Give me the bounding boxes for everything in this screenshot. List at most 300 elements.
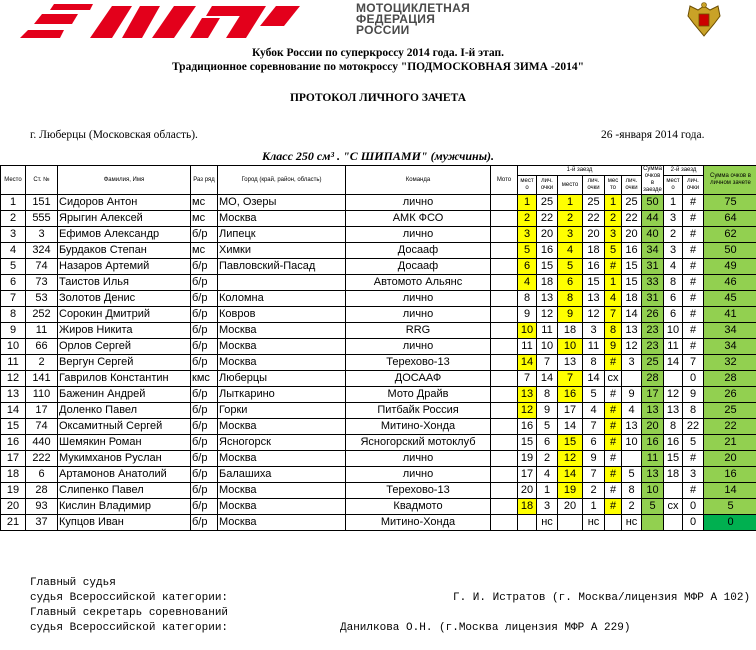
cell-city: Химки [218, 243, 346, 259]
footer-chief-judge: Главный судья [30, 577, 116, 589]
cell-r1-points-1: 1 [537, 483, 558, 499]
cell-r1-points-1: 3 [537, 499, 558, 515]
cell-r2-points: # [683, 483, 704, 499]
cell-city: Москва [218, 211, 346, 227]
cell-r1-points-3: 16 [622, 243, 642, 259]
table-row [1, 227, 756, 243]
cell-place: 8 [1, 307, 26, 323]
cell-sum: 45 [704, 291, 756, 307]
cell-r2-place: 10 [664, 323, 683, 339]
cell-number: 28 [26, 483, 58, 499]
header-race2: 2-й заезд [664, 166, 704, 176]
header-moto: Мото [491, 166, 518, 195]
cell-place: 13 [1, 387, 26, 403]
cell-r1-place-3: # [605, 451, 622, 467]
header-race1: 1-й заезд [518, 166, 642, 176]
cell-r1-points-1: 8 [537, 387, 558, 403]
cell-r2-points: # [683, 227, 704, 243]
header-r1c1: мест о [518, 176, 537, 195]
cell-number: 3 [26, 227, 58, 243]
cell-place: 19 [1, 483, 26, 499]
cell-name: Оксамитный Сергей [58, 419, 191, 435]
cell-team: лично [346, 339, 491, 355]
cell-r1-place-1: 3 [518, 227, 537, 243]
cell-r1-place-1: 15 [518, 435, 537, 451]
cell-team: RRG [346, 323, 491, 339]
cell-place: 20 [1, 499, 26, 515]
header-r1c6: лич. очки [622, 176, 642, 195]
cell-r1-place-1: 20 [518, 483, 537, 499]
header-total1: Сумма очков в заезде [643, 166, 662, 193]
cell-r1-points-3: 5 [622, 467, 642, 483]
cell-r2-points: 0 [683, 371, 704, 387]
cell-r1-points-1: 10 [537, 339, 558, 355]
cell-total-race: 17 [642, 387, 664, 403]
cell-r2-place: 12 [664, 387, 683, 403]
cell-r2-place: 8 [664, 419, 683, 435]
cell-city [218, 275, 346, 291]
cell-r1-place-3: 1 [605, 195, 622, 211]
cell-r1-place-3: 2 [605, 211, 622, 227]
cell-r1-points-1: 15 [537, 259, 558, 275]
cell-r2-points: 9 [683, 387, 704, 403]
cell-r1-place-3: 4 [605, 291, 622, 307]
cell-team: лично [346, 307, 491, 323]
header-r1c3: место [558, 176, 583, 195]
cell-city: Балашиха [218, 467, 346, 483]
cell-r1-points-1: 25 [537, 195, 558, 211]
cell-r1-points-2: 12 [583, 307, 605, 323]
header-r2c2: лич. очки [683, 176, 704, 195]
cell-rank: б/р [191, 403, 218, 419]
cell-r1-place-1: 6 [518, 259, 537, 275]
cell-rank: б/р [191, 339, 218, 355]
cell-rank: б/р [191, 483, 218, 499]
table-row [1, 275, 756, 291]
cell-moto [491, 419, 518, 435]
cell-number: 555 [26, 211, 58, 227]
cell-name: Кислин Владимир [58, 499, 191, 515]
cell-total-race: 31 [642, 291, 664, 307]
footer-category-1: судья Всероссийской категории: [30, 592, 229, 604]
cell-total-race: 20 [642, 419, 664, 435]
cell-sum: 20 [704, 451, 756, 467]
cell-moto [491, 339, 518, 355]
cell-r2-place: 11 [664, 339, 683, 355]
cell-team: ДОСААФ [346, 371, 491, 387]
cell-r2-points: # [683, 211, 704, 227]
header-r1c5: мес то [605, 176, 622, 195]
cell-r1-points-3 [622, 451, 642, 467]
cell-r2-points: # [683, 307, 704, 323]
cell-r1-place-3: 3 [605, 227, 622, 243]
cell-r1-points-1: 14 [537, 371, 558, 387]
cell-moto [491, 275, 518, 291]
cell-r1-place-2: 1 [558, 195, 583, 211]
cell-rank: б/р [191, 435, 218, 451]
cell-r2-place: 2 [664, 227, 683, 243]
cell-r2-points: 0 [683, 515, 704, 531]
cell-r1-place-1 [518, 515, 537, 531]
cell-rank: мс [191, 195, 218, 211]
cell-name: Шемякин Роман [58, 435, 191, 451]
header-r2c1: мест о [664, 176, 683, 195]
cell-total-race: 16 [642, 435, 664, 451]
cell-total-race: 26 [642, 307, 664, 323]
cell-rank: б/р [191, 499, 218, 515]
cell-r2-points: 22 [683, 419, 704, 435]
cell-r1-place-3: 7 [605, 307, 622, 323]
cell-number: 53 [26, 291, 58, 307]
cell-r2-place: 3 [664, 243, 683, 259]
mfr-logo-icon [20, 4, 310, 38]
cell-r1-place-1: 4 [518, 275, 537, 291]
cell-number: 440 [26, 435, 58, 451]
cell-r2-place: 6 [664, 291, 683, 307]
cell-r1-points-2: 11 [583, 339, 605, 355]
cell-r1-points-3: 15 [622, 275, 642, 291]
cell-r1-place-2: 10 [558, 339, 583, 355]
header-number: Ст. № [26, 166, 58, 195]
cell-place: 1 [1, 195, 26, 211]
cell-r1-points-3: 15 [622, 259, 642, 275]
cell-r1-place-1: 7 [518, 371, 537, 387]
cell-r1-points-3: нс [622, 515, 642, 531]
cell-name: Баженин Андрей [58, 387, 191, 403]
cell-r1-place-2: 2 [558, 211, 583, 227]
table-body [1, 195, 756, 531]
cell-r1-place-3: # [605, 419, 622, 435]
cell-place: 18 [1, 467, 26, 483]
cell-team: лично [346, 227, 491, 243]
cell-number: 66 [26, 339, 58, 355]
table-row [1, 435, 756, 451]
cell-place: 12 [1, 371, 26, 387]
cell-moto [491, 227, 518, 243]
cell-rank: б/р [191, 275, 218, 291]
cell-r2-points: # [683, 259, 704, 275]
cell-city: Москва [218, 515, 346, 531]
cell-r2-points: # [683, 323, 704, 339]
cell-place: 10 [1, 339, 26, 355]
cell-rank: мс [191, 211, 218, 227]
cell-sum: 26 [704, 387, 756, 403]
cell-r1-place-2: 7 [558, 371, 583, 387]
cell-moto [491, 483, 518, 499]
table-row [1, 483, 756, 499]
cell-r1-place-3: # [605, 259, 622, 275]
table-row [1, 499, 756, 515]
cell-r1-place-1: 8 [518, 291, 537, 307]
cell-r1-place-2: 5 [558, 259, 583, 275]
cell-number: 324 [26, 243, 58, 259]
table-row [1, 515, 756, 531]
cell-r1-points-1: 20 [537, 227, 558, 243]
federation-name [356, 3, 470, 36]
cell-r1-place-2: 16 [558, 387, 583, 403]
cell-team: АМК ФСО [346, 211, 491, 227]
cell-total-race: 31 [642, 259, 664, 275]
cell-name: Жиров Никита [58, 323, 191, 339]
cell-r1-place-2: 3 [558, 227, 583, 243]
cell-number: 93 [26, 499, 58, 515]
cell-sum: 34 [704, 339, 756, 355]
cell-number: 6 [26, 467, 58, 483]
cell-team: Мото Драйв [346, 387, 491, 403]
cell-r1-place-2: 18 [558, 323, 583, 339]
header-team: Команда [346, 166, 491, 195]
cell-city: Павловский-Пасад [218, 259, 346, 275]
cell-r1-points-3: 20 [622, 227, 642, 243]
cell-r1-points-2: 25 [583, 195, 605, 211]
cell-r1-place-1: 13 [518, 387, 537, 403]
table-row [1, 419, 756, 435]
table-row [1, 291, 756, 307]
cell-r2-place: 15 [664, 451, 683, 467]
cell-r1-place-3: # [605, 387, 622, 403]
cell-r1-points-3: 8 [622, 483, 642, 499]
cell-place: 21 [1, 515, 26, 531]
table-row [1, 323, 756, 339]
cell-rank: б/р [191, 355, 218, 371]
table-row [1, 339, 756, 355]
cell-team: лично [346, 467, 491, 483]
cell-r1-place-3: сх [605, 371, 622, 387]
cell-r2-place: 8 [664, 275, 683, 291]
cell-r1-place-3: # [605, 483, 622, 499]
cell-total-race: 50 [642, 195, 664, 211]
cell-r1-points-2: 5 [583, 387, 605, 403]
cell-total-race: 13 [642, 403, 664, 419]
cell-r2-place: 1 [664, 195, 683, 211]
cell-r1-place-3: 8 [605, 323, 622, 339]
cell-total-race: 34 [642, 243, 664, 259]
cell-r1-points-2: 3 [583, 323, 605, 339]
cell-number: 222 [26, 451, 58, 467]
cell-moto [491, 307, 518, 323]
cell-moto [491, 515, 518, 531]
cell-r1-points-2: 14 [583, 371, 605, 387]
cell-r2-points: # [683, 195, 704, 211]
cell-r1-points-2: 8 [583, 355, 605, 371]
cell-team: Автомото Альянс [346, 275, 491, 291]
cell-sum: 64 [704, 211, 756, 227]
cell-rank: б/р [191, 419, 218, 435]
cell-name: Таистов Илья [58, 275, 191, 291]
cell-team: Митино-Хонда [346, 419, 491, 435]
cell-number: 74 [26, 419, 58, 435]
cell-r1-points-2: нс [583, 515, 605, 531]
federation-line-1: МОТОЦИКЛЕТНАЯ [356, 1, 471, 15]
cell-r2-place: 14 [664, 355, 683, 371]
cell-r1-place-1: 2 [518, 211, 537, 227]
cell-rank: б/р [191, 307, 218, 323]
header [0, 0, 756, 42]
cell-city: Горки [218, 403, 346, 419]
cell-moto [491, 243, 518, 259]
cell-total-race: 23 [642, 339, 664, 355]
cell-place: 9 [1, 323, 26, 339]
cell-r1-place-2: 13 [558, 355, 583, 371]
cell-rank: б/р [191, 323, 218, 339]
header-r1c4: лич. очки [583, 176, 605, 195]
cell-total-race: 23 [642, 323, 664, 339]
cell-team: Митино-Хонда [346, 515, 491, 531]
cell-r2-place: 13 [664, 403, 683, 419]
cell-r1-points-2: 9 [583, 451, 605, 467]
cell-name: Золотов Денис [58, 291, 191, 307]
cell-total-race: 33 [642, 275, 664, 291]
cell-sum: 14 [704, 483, 756, 499]
cell-team: Досааф [346, 259, 491, 275]
cell-team: лично [346, 451, 491, 467]
cell-r1-place-1: 14 [518, 355, 537, 371]
cell-r1-place-1: 18 [518, 499, 537, 515]
cell-r2-place [664, 515, 683, 531]
footer-judge-1: Г. И. Истратов (г. Москва/лицензия МФР А 102) [453, 592, 751, 604]
cell-r2-points: 7 [683, 355, 704, 371]
cell-sum: 25 [704, 403, 756, 419]
location: г. Люберцы (Московская область). [30, 129, 198, 141]
cell-place: 14 [1, 403, 26, 419]
cell-number: 151 [26, 195, 58, 211]
cell-r1-points-3: 13 [622, 323, 642, 339]
cell-name: Артамонов Анатолий [58, 467, 191, 483]
cell-city: Липецк [218, 227, 346, 243]
cell-total-race: 28 [642, 371, 664, 387]
cell-place: 17 [1, 451, 26, 467]
cell-name: Назаров Артемий [58, 259, 191, 275]
cell-r1-place-2: 15 [558, 435, 583, 451]
cell-r1-points-3: 2 [622, 499, 642, 515]
results-table [0, 165, 756, 531]
cell-total-race: 40 [642, 227, 664, 243]
cell-r1-place-1: 5 [518, 243, 537, 259]
cell-r1-points-1: 13 [537, 291, 558, 307]
cell-number: 141 [26, 371, 58, 387]
cell-sum: 75 [704, 195, 756, 211]
cell-r1-place-3: # [605, 467, 622, 483]
cell-city: Ясногорск [218, 435, 346, 451]
cell-city: Москва [218, 323, 346, 339]
cell-sum: 16 [704, 467, 756, 483]
cell-city: Москва [218, 451, 346, 467]
cell-r1-place-1: 12 [518, 403, 537, 419]
cell-sum: 41 [704, 307, 756, 323]
cell-r1-points-3: 10 [622, 435, 642, 451]
cell-total-race: 5 [642, 499, 664, 515]
cell-city: Люберцы [218, 371, 346, 387]
cell-total-race: 10 [642, 483, 664, 499]
cell-r1-points-3: 12 [622, 339, 642, 355]
cell-moto [491, 451, 518, 467]
table-row [1, 467, 756, 483]
cell-name: Ярыгин Алексей [58, 211, 191, 227]
cell-moto [491, 259, 518, 275]
cell-rank: мс [191, 243, 218, 259]
table-row [1, 307, 756, 323]
cell-r2-place: 16 [664, 435, 683, 451]
cell-city: Москва [218, 355, 346, 371]
cell-r2-points: # [683, 275, 704, 291]
cell-team: лично [346, 195, 491, 211]
cell-team: Терехово-13 [346, 355, 491, 371]
table-header [1, 166, 756, 195]
cell-place: 6 [1, 275, 26, 291]
cell-r1-points-2: 4 [583, 403, 605, 419]
cell-number: 17 [26, 403, 58, 419]
cell-sum: 28 [704, 371, 756, 387]
cell-name: Сорокин Дмитрий [58, 307, 191, 323]
cell-name: Ефимов Александр [58, 227, 191, 243]
cell-r1-place-3: # [605, 403, 622, 419]
cell-sum: 5 [704, 499, 756, 515]
cell-place: 2 [1, 211, 26, 227]
table-row [1, 451, 756, 467]
cell-r1-points-2: 22 [583, 211, 605, 227]
header-rank: Раз ряд [191, 166, 218, 195]
cell-r1-points-1: 5 [537, 419, 558, 435]
cell-team: Терехово-13 [346, 483, 491, 499]
cell-moto [491, 211, 518, 227]
russian-coat-of-arms-icon [684, 2, 724, 38]
cell-r1-points-2: 2 [583, 483, 605, 499]
cell-name: Купцов Иван [58, 515, 191, 531]
cell-r1-place-1: 1 [518, 195, 537, 211]
cell-r1-points-3: 18 [622, 291, 642, 307]
cell-r1-place-1: 11 [518, 339, 537, 355]
cell-sum: 22 [704, 419, 756, 435]
cell-r2-points: 8 [683, 403, 704, 419]
cell-rank: б/р [191, 515, 218, 531]
cell-team: Питбайк Россия [346, 403, 491, 419]
cell-r1-points-1: 9 [537, 403, 558, 419]
cell-r1-place-2: 14 [558, 419, 583, 435]
cell-r1-points-2: 20 [583, 227, 605, 243]
cell-r1-place-2: 20 [558, 499, 583, 515]
cell-city: Москва [218, 419, 346, 435]
cell-r1-points-3: 25 [622, 195, 642, 211]
cell-place: 16 [1, 435, 26, 451]
cell-r1-place-2 [558, 515, 583, 531]
cell-r2-place: сх [664, 499, 683, 515]
cell-number: 2 [26, 355, 58, 371]
cell-name: Бурдаков Степан [58, 243, 191, 259]
cell-team: Досааф [346, 243, 491, 259]
cell-number: 252 [26, 307, 58, 323]
cell-r1-place-1: 10 [518, 323, 537, 339]
cell-r2-place: 18 [664, 467, 683, 483]
cell-r1-points-2: 13 [583, 291, 605, 307]
cell-r1-place-2: 9 [558, 307, 583, 323]
header-sum: Сумма очков в личном зачете [704, 166, 756, 195]
cell-r1-points-2: 18 [583, 243, 605, 259]
header-name: Фамилия, Имя [58, 166, 191, 195]
protocol-title: ПРОТОКОЛ ЛИЧНОГО ЗАЧЕТА [289, 92, 466, 104]
cell-r1-points-1: 6 [537, 435, 558, 451]
cell-city: Коломна [218, 291, 346, 307]
header-city: Город (край, район, область) [218, 166, 346, 195]
cell-sum: 0 [704, 515, 756, 531]
cell-r2-place: 6 [664, 307, 683, 323]
cell-r1-points-1: 22 [537, 211, 558, 227]
cell-number: 37 [26, 515, 58, 531]
cell-r1-place-1: 17 [518, 467, 537, 483]
cell-rank: б/р [191, 387, 218, 403]
cell-team: лично [346, 291, 491, 307]
cell-moto [491, 403, 518, 419]
cell-rank: б/р [191, 291, 218, 307]
